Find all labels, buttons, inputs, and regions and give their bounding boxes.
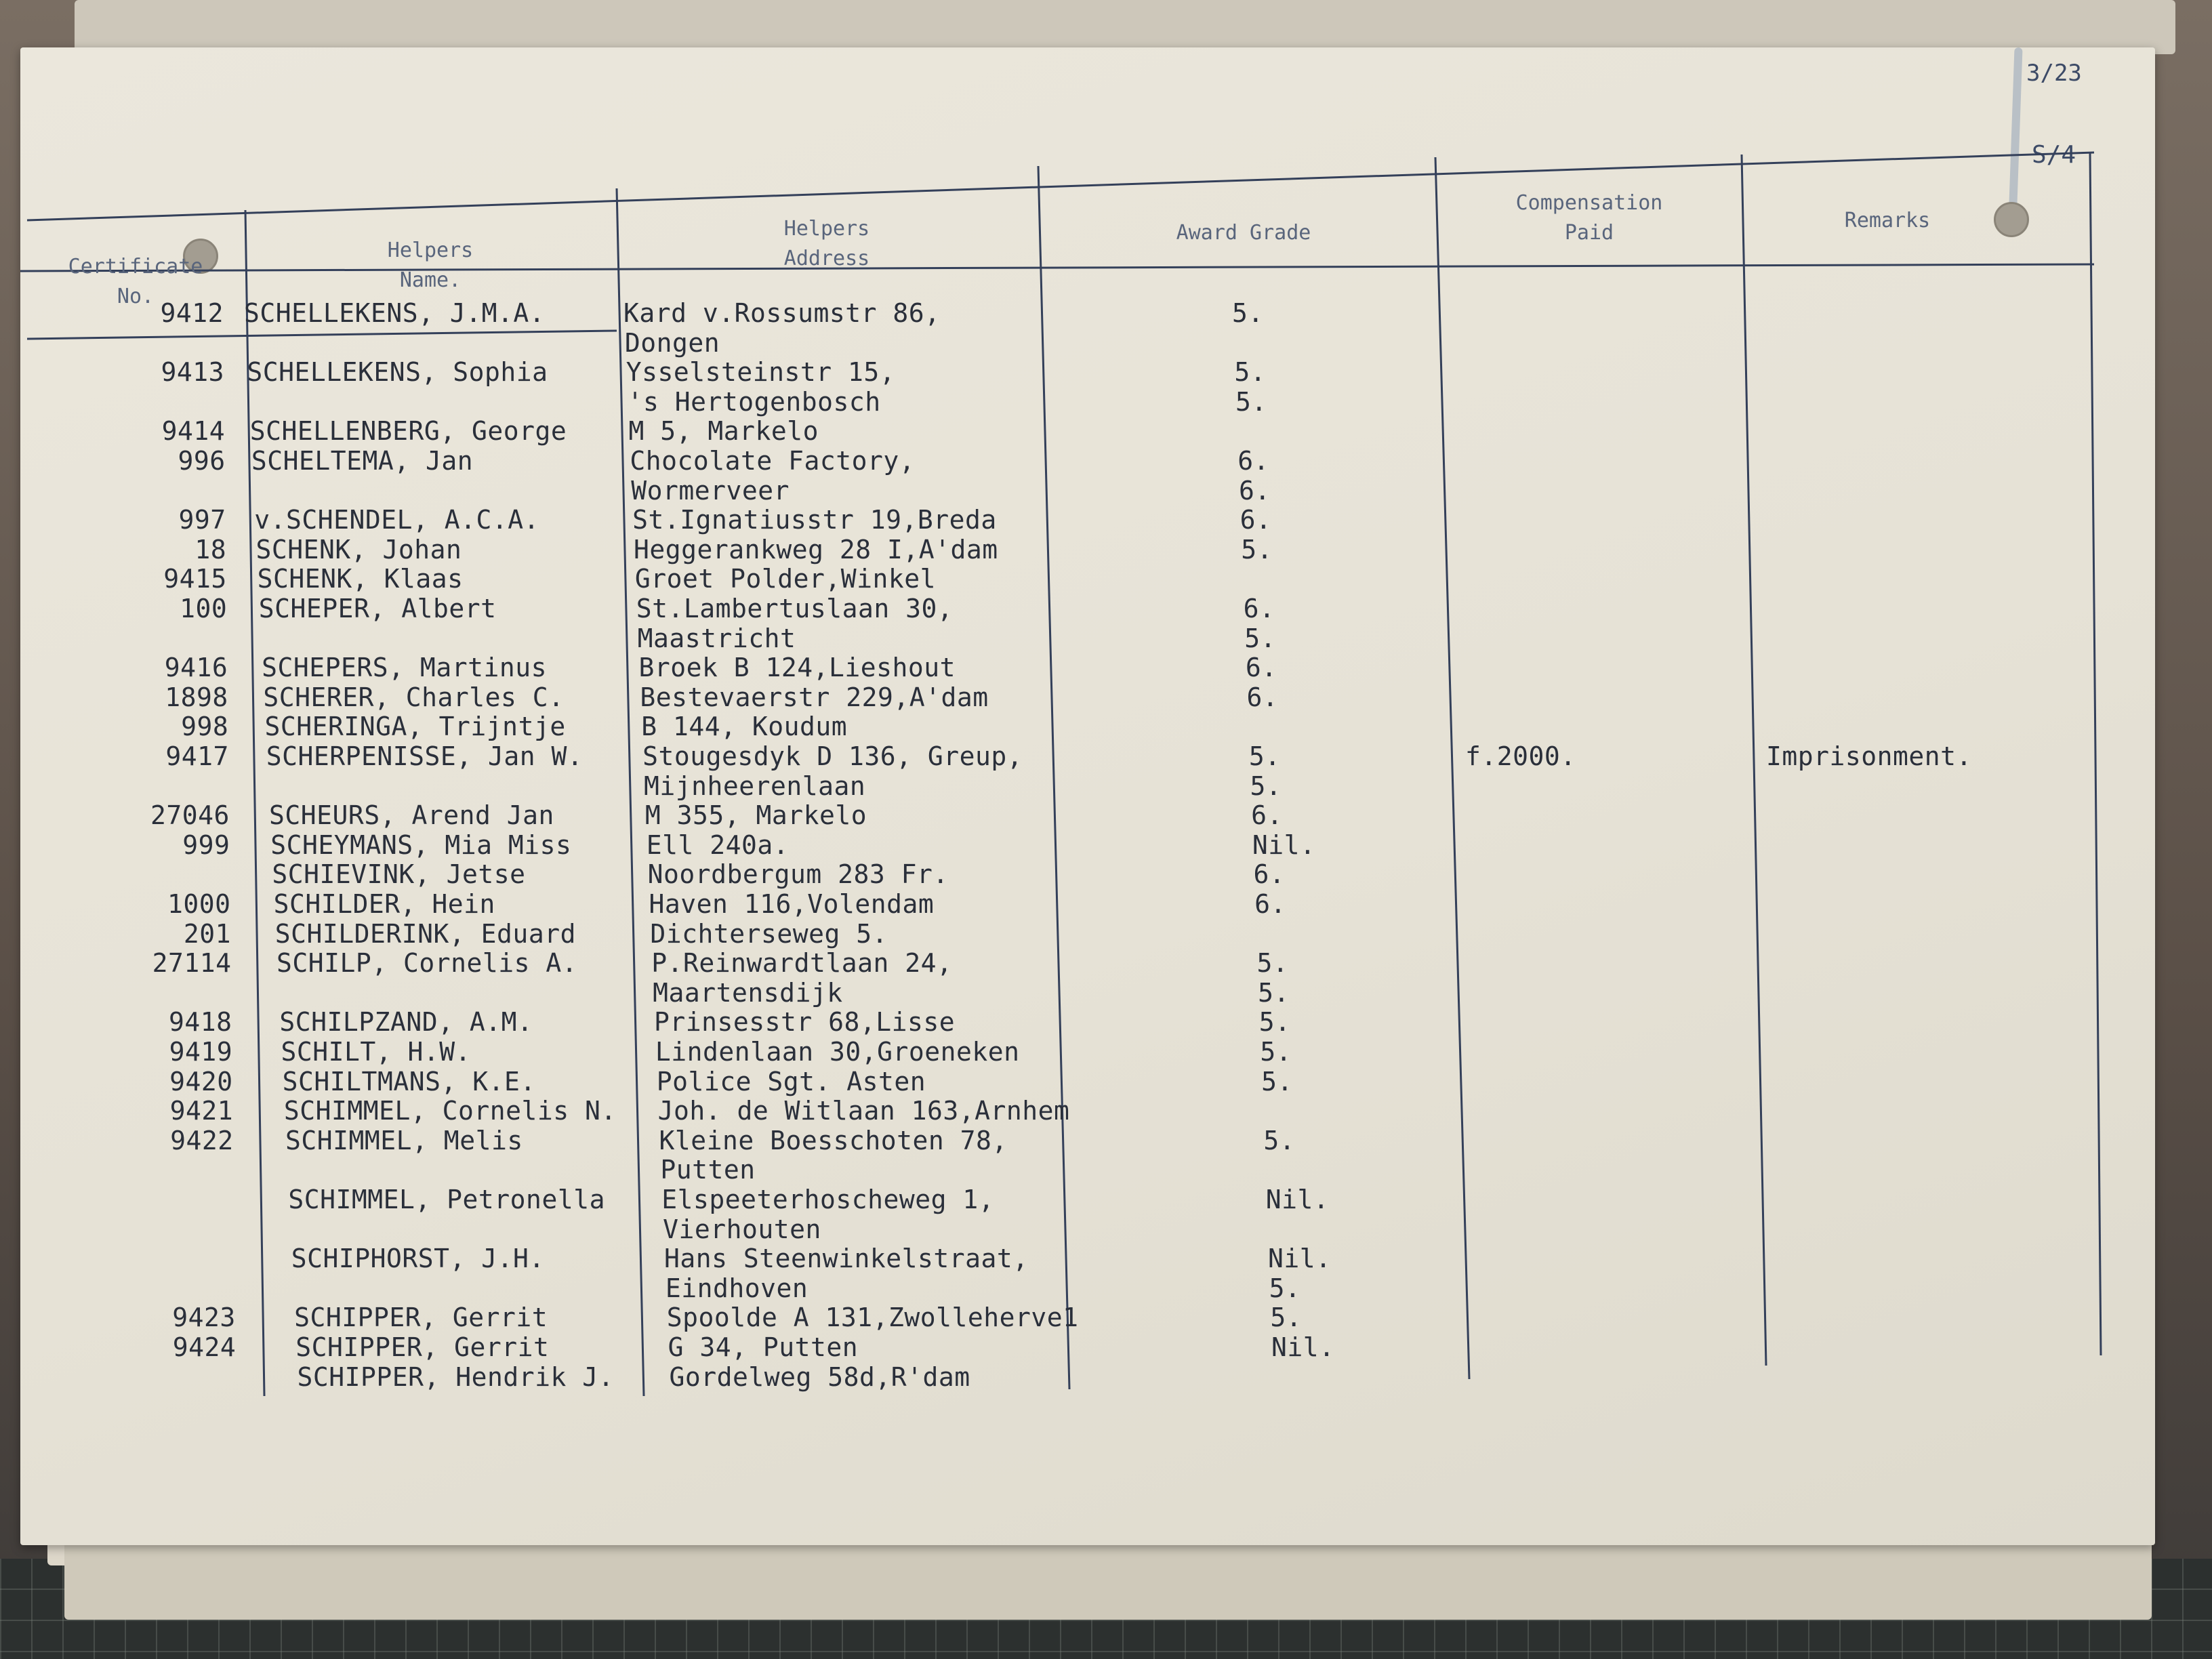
helper-address: Ell 240a. bbox=[646, 830, 790, 860]
table-row bbox=[0, 859, 2212, 889]
helper-name: SCHEPERS, Martinus bbox=[262, 653, 547, 683]
certificate-no: 9417 bbox=[165, 741, 229, 771]
helper-name: SCHEYMANS, Mia Miss bbox=[270, 830, 572, 860]
certificate-no: 996 bbox=[178, 446, 226, 476]
helper-name: SCHEURS, Arend Jan bbox=[269, 800, 554, 831]
table-row bbox=[0, 505, 2212, 535]
certificate-no: 18 bbox=[194, 534, 227, 565]
award-grade: 5. bbox=[1232, 298, 1264, 328]
paper-stack-top bbox=[75, 0, 2175, 54]
helper-address: Broek B 124,Lieshout bbox=[638, 653, 956, 683]
certificate-no: 9423 bbox=[172, 1303, 236, 1333]
award-grade: 5. bbox=[1269, 1273, 1301, 1303]
certificate-no: 9421 bbox=[169, 1096, 234, 1126]
helper-name: SCHERPENISSE, Jan W. bbox=[266, 741, 583, 771]
helper-address: B 144, Koudum bbox=[641, 712, 848, 742]
table-row bbox=[0, 1096, 2212, 1126]
helper-address: Groet Polder,Winkel bbox=[634, 564, 937, 594]
award-grade: 6. bbox=[1238, 475, 1271, 506]
table-row bbox=[0, 1155, 2212, 1185]
helper-address: Elspeeterhoscheweg 1, bbox=[661, 1185, 995, 1214]
table-row bbox=[0, 387, 2212, 417]
certificate-no: 1000 bbox=[167, 889, 231, 919]
table-row bbox=[0, 712, 2212, 741]
award-grade: Nil. bbox=[1265, 1185, 1330, 1214]
certificate-no: 100 bbox=[180, 594, 228, 623]
helper-address: St.Ignatiusstr 19,Breda bbox=[632, 505, 997, 535]
table-row bbox=[0, 1007, 2212, 1037]
helper-address: Wormerveer bbox=[631, 475, 790, 506]
certificate-no: 27114 bbox=[152, 948, 232, 979]
helper-name: SCHEPER, Albert bbox=[258, 594, 497, 623]
binding-string bbox=[2008, 47, 2022, 224]
award-grade: 5. bbox=[1263, 1125, 1296, 1155]
helper-name: SCHELTEMA, Jan bbox=[251, 446, 474, 476]
certificate-no: 999 bbox=[182, 830, 230, 860]
certificate-no: 27046 bbox=[150, 800, 230, 831]
table-row bbox=[0, 535, 2212, 565]
table-row bbox=[0, 800, 2212, 830]
sheet-number: S/4 bbox=[2032, 141, 2076, 169]
award-grade: 6. bbox=[1253, 859, 1286, 890]
helper-name: SCHILDERINK, Eduard bbox=[274, 918, 576, 949]
helper-address: G 34, Putten bbox=[668, 1332, 859, 1362]
award-grade: Nil. bbox=[1271, 1332, 1335, 1362]
table-row bbox=[0, 682, 2212, 712]
certificate-no: 1898 bbox=[165, 682, 228, 712]
award-grade: 6. bbox=[1251, 800, 1283, 831]
helper-address: Prinsesstr 68,Lisse bbox=[653, 1007, 956, 1038]
award-grade: Nil. bbox=[1268, 1244, 1332, 1274]
helper-address: Bestevaerstr 229,A'dam bbox=[640, 682, 989, 712]
table-row bbox=[0, 1244, 2212, 1273]
certificate-no: 997 bbox=[178, 505, 226, 535]
helper-address: St.Lambertuslaan 30, bbox=[636, 594, 954, 623]
table-row bbox=[0, 1037, 2212, 1067]
award-grade: 6. bbox=[1246, 682, 1279, 712]
helper-address: Dongen bbox=[624, 327, 720, 358]
award-grade: 6. bbox=[1237, 446, 1270, 476]
helper-address: Chocolate Factory, bbox=[630, 446, 916, 476]
certificate-no: 9416 bbox=[164, 653, 228, 683]
table-row bbox=[0, 978, 2212, 1008]
helper-name: SCHIMMEL, Melis bbox=[285, 1125, 523, 1155]
helper-name: v.SCHENDEL, A.C.A. bbox=[254, 505, 540, 535]
table-row bbox=[0, 1273, 2212, 1303]
helper-name: SCHIPPER, Hendrik J. bbox=[297, 1361, 615, 1392]
helper-address: Stougesdyk D 136, Greup, bbox=[642, 741, 1023, 771]
helper-address: Lindenlaan 30,Groeneken bbox=[655, 1037, 1020, 1067]
award-grade: 5. bbox=[1234, 357, 1267, 388]
table-row bbox=[0, 298, 2212, 328]
helper-address: Noordbergum 283 Fr. bbox=[647, 859, 949, 890]
table-row bbox=[0, 1185, 2212, 1214]
table-row bbox=[0, 594, 2212, 623]
table-row bbox=[0, 741, 2212, 771]
award-grade: 5. bbox=[1256, 948, 1289, 979]
table-row bbox=[0, 771, 2212, 801]
helper-address: Kard v.Rossumstr 86, bbox=[623, 298, 941, 328]
award-grade: 5. bbox=[1260, 1037, 1292, 1067]
helper-address: Kleine Boesschoten 78, bbox=[659, 1125, 1008, 1155]
helper-name: SCHELLEKENS, J.M.A. bbox=[244, 298, 546, 328]
helper-name: SCHELLEKENS, Sophia bbox=[247, 357, 548, 388]
certificate-no: 9424 bbox=[172, 1332, 237, 1362]
helper-name: SCHENK, Klaas bbox=[257, 564, 464, 594]
table-row bbox=[0, 830, 2212, 860]
helper-address: P.Reinwardtlaan 24, bbox=[651, 948, 953, 979]
helper-name: SCHIPHORST, J.H. bbox=[291, 1244, 545, 1274]
table-row bbox=[0, 1362, 2212, 1392]
helper-address: Joh. de Witlaan 163,Arnhem bbox=[657, 1096, 1070, 1126]
helper-address: Haven 116,Volendam bbox=[649, 889, 935, 919]
header-certificate: Certificate No. bbox=[68, 255, 203, 308]
helper-name: SCHERER, Charles C. bbox=[263, 682, 565, 712]
helper-name: SCHELLENBERG, George bbox=[249, 416, 567, 447]
helper-address: Dichterseweg 5. bbox=[650, 918, 888, 949]
certificate-no: 9412 bbox=[160, 298, 224, 328]
header-award-grade: Award Grade bbox=[1176, 221, 1311, 245]
table-row bbox=[0, 416, 2212, 446]
helper-address: Ysselsteinstr 15, bbox=[626, 357, 896, 388]
header-helpers-name: Helpers Name. bbox=[387, 239, 474, 292]
helper-name: SCHERINGA, Trijntje bbox=[264, 712, 566, 742]
award-grade: 5. bbox=[1250, 771, 1282, 801]
table-row bbox=[0, 1067, 2212, 1097]
award-grade: 5. bbox=[1258, 1007, 1291, 1038]
helper-address: Vierhouten bbox=[663, 1214, 821, 1244]
helper-name: SCHIEVINK, Jetse bbox=[272, 859, 526, 890]
table-row bbox=[0, 1126, 2212, 1155]
award-grade: 5. bbox=[1270, 1303, 1303, 1333]
table-row bbox=[0, 357, 2212, 387]
helper-address: 's Hertogenbosch bbox=[627, 386, 881, 417]
helper-name: SCHILT, H.W. bbox=[281, 1037, 472, 1067]
certificate-no: 9420 bbox=[169, 1066, 233, 1097]
table-row bbox=[0, 564, 2212, 594]
award-grade: 5. bbox=[1261, 1066, 1293, 1097]
helper-address: Putten bbox=[660, 1155, 756, 1185]
remarks: Imprisonment. bbox=[1766, 741, 1972, 771]
certificate-no: 201 bbox=[183, 918, 231, 949]
certificate-no: 9422 bbox=[170, 1125, 234, 1155]
helper-name: SCHENK, Johan bbox=[255, 534, 462, 565]
helper-name: SCHILDER, Hein bbox=[273, 889, 495, 919]
table-row bbox=[0, 328, 2212, 358]
table-row bbox=[0, 948, 2212, 978]
certificate-no: 998 bbox=[181, 712, 229, 742]
helper-address: Eindhoven bbox=[665, 1273, 808, 1303]
header-helpers-address: Helpers Address bbox=[783, 217, 870, 270]
helper-address: Hans Steenwinkelstraat, bbox=[663, 1244, 1029, 1274]
award-grade: 5. bbox=[1258, 977, 1290, 1008]
helper-address: Mijnheerenlaan bbox=[643, 771, 866, 801]
helper-address: Maastricht bbox=[637, 623, 796, 653]
award-grade: 6. bbox=[1243, 594, 1275, 623]
award-grade: Nil. bbox=[1252, 830, 1316, 860]
helper-name: SCHIMMEL, Petronella bbox=[288, 1185, 605, 1214]
award-grade: 5. bbox=[1235, 386, 1267, 417]
helper-name: SCHIPPER, Gerrit bbox=[295, 1332, 550, 1362]
helper-address: Spoolde A 131,Zwolleherve1 bbox=[666, 1303, 1079, 1333]
certificate-no: 9418 bbox=[169, 1007, 232, 1038]
file-reference: 3/23 bbox=[2026, 60, 2082, 87]
certificate-no: 9415 bbox=[163, 564, 227, 594]
award-grade: 5. bbox=[1241, 534, 1273, 565]
table-row bbox=[0, 623, 2212, 653]
header-compensation-paid: Compensation Paid bbox=[1515, 191, 1663, 245]
compensation-paid: f.2000. bbox=[1465, 741, 1576, 771]
helper-name: SCHIPPER, Gerrit bbox=[294, 1303, 548, 1333]
helper-name: SCHIMMEL, Cornelis N. bbox=[283, 1096, 617, 1126]
certificate-no: 9419 bbox=[169, 1037, 233, 1067]
award-grade: 6. bbox=[1245, 653, 1277, 683]
helper-address: Gordelweg 58d,R'dam bbox=[669, 1361, 970, 1392]
table-row bbox=[0, 1303, 2212, 1332]
award-grade: 5. bbox=[1244, 623, 1276, 653]
helper-address: M 355, Markelo bbox=[644, 800, 867, 831]
helper-address: Heggerankweg 28 I,A'dam bbox=[633, 534, 998, 565]
helper-address: M 5, Markelo bbox=[628, 416, 819, 447]
award-grade: 5. bbox=[1248, 741, 1281, 771]
table-row bbox=[0, 476, 2212, 506]
table-row bbox=[0, 653, 2212, 682]
header-remarks: Remarks bbox=[1844, 209, 1931, 232]
award-grade: 6. bbox=[1240, 505, 1272, 535]
helper-address: Police Sgt. Asten bbox=[656, 1066, 926, 1097]
table-row bbox=[0, 1332, 2212, 1362]
table-row bbox=[0, 889, 2212, 919]
helper-name: SCHILP, Cornelis A. bbox=[276, 948, 578, 979]
helper-name: SCHILTMANS, K.E. bbox=[282, 1066, 536, 1097]
helper-address: Maartensdijk bbox=[653, 977, 843, 1008]
table-row bbox=[0, 446, 2212, 476]
certificate-no: 9413 bbox=[161, 357, 225, 388]
certificate-no: 9414 bbox=[161, 416, 226, 447]
helper-name: SCHILPZAND, A.M. bbox=[279, 1007, 533, 1038]
table-row bbox=[0, 1214, 2212, 1244]
award-grade: 6. bbox=[1254, 889, 1286, 919]
table-row bbox=[0, 919, 2212, 949]
